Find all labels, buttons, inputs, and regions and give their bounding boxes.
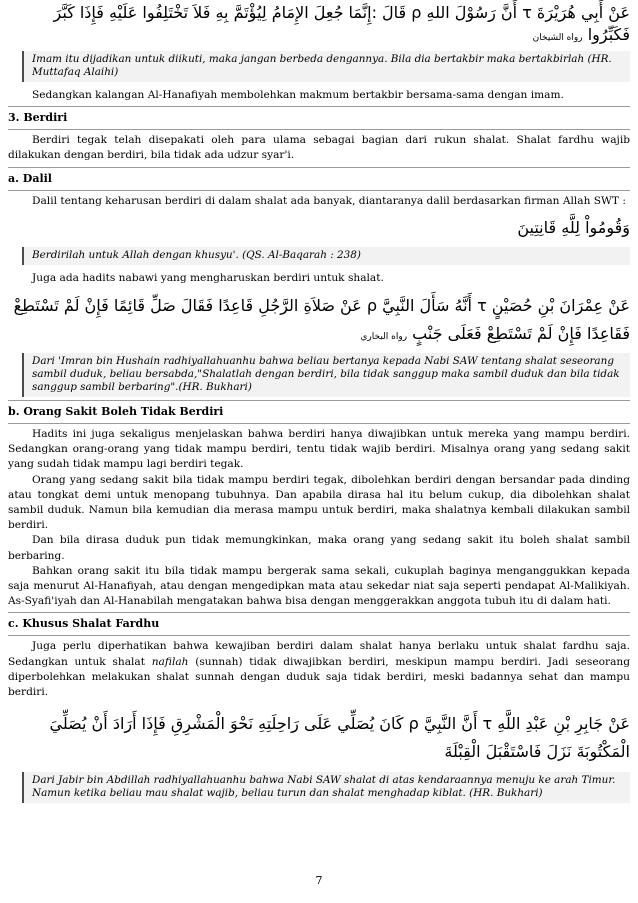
paragraph-hanafiyah-takbir: Sedangkan kalangan Al-Hanafiyah membolehkan makmum bertakbir bersama-sama dengan imam.: [32, 89, 564, 101]
divider: [8, 612, 630, 613]
divider: [8, 129, 630, 130]
paragraph-hadits-berdiri: Juga ada hadits nabawi yang mengharuskan berdiri untuk shalat.: [32, 271, 384, 284]
paragraph-dalil-intro: Dalil tentang keharusan berdiri di dalam shalat ada banyak, diantaranya dalil berdasarkan firman Allah SWT :: [32, 194, 626, 207]
hadith-imran-arabic: [8, 292, 630, 351]
heading-berdiri: 3. Berdiri: [8, 111, 68, 125]
divider: [8, 635, 630, 636]
divider: [8, 190, 630, 191]
hadith-jabir-arabic: عَنْ جَابِرِ بْنِ عَبْدِ اللَّهِ τ أَنَّ النَّبِيَّ ρ كَانَ يُصَلِّي عَلَى رَاحِلَتِهِ نَحْوَ الْمَشْرِقِ فَإِذَا أَرَادَ أَنْ يُصَلِّيَ الْمَكْتُوبَةَ نَزَلَ فَاسْتَقْبَلَ الْقِبْلَةَ: [49, 714, 630, 762]
paragraph-sakit-3: Dan bila dirasa duduk pun tidak memungkinkan, maka orang yang sedang sakit itu boleh shalat sambil berbaring.: [8, 534, 630, 562]
quran-verse-translation: Berdirilah untuk Allah dengan khusyu'. (QS. Al-Baqarah : 238): [22, 247, 630, 265]
divider: [8, 106, 630, 107]
paragraph-fardhu-part1: Juga perlu diperhatikan bahwa kewajiban berdiri dalam shalat hanya berlaku untuk shalat fardhu saja. Sedangkan untuk shalat: [8, 640, 630, 668]
page-number: 7: [315, 874, 323, 887]
hadith-abu-hurairah-text: عَنْ أَبِي هُرَيْرَةَ τ أَنَّ رَسُوْلَ اللهِ ρ قَالَ :إِنَّمَا جُعِلَ الإِمَامُ لِيُؤْتَمَّ بِهِ فَلاَ تَخْتَلِفُوا عَلَيْهِ فَإِذَا كَبَّرَ فَكَبِّرُوا: [53, 3, 630, 44]
hadith-abu-hurairah-source: رواه الشيخان: [532, 33, 583, 43]
paragraph-fardhu: [8, 639, 630, 700]
paragraph-berdiri-rukun: Berdiri tegak telah disepakati oleh para ulama sebagai bagian dari rukun shalat. Shalat fardhu wajib dilakukan dengan berdiri, bila tidak ada udzur syar'i.: [8, 134, 630, 162]
paragraph-fardhu-part2: (sunnah) tidak diwajibkan berdiri, meskipun mampu berdiri. Jadi seseorang diperbolehkan melakukan shalat sunnah dengan duduk saja tidak berdiri, meski badannya sehat dan mampu berdiri.: [8, 655, 630, 699]
hadith-imran-source: رواه البخاري: [360, 332, 408, 343]
divider: [8, 400, 630, 401]
hadith-imran-translation: Dari 'Imran bin Hushain radhiyallahuanhu bahwa beliau bertanya kepada Nabi SAW tentang shalat seseorang sambil duduk, beliau bersabda,"Shalatlah dengan berdiri, bila tidak sanggup maka sambil duduk dan bila tidak sanggup sambil berbaring".(HR. Bukhari): [22, 353, 630, 397]
heading-dalil: a. Dalil: [8, 171, 52, 185]
paragraph-sakit-4: Bahkan orang sakit itu bila tidak mampu bergerak sama sekali, cukuplah baginya menganggukkan kepada saja menurut Al-Hanafiyah, atau dengan mengedipkan mata atau sekedar niat saja seperti pendapat Al-Malikiyah. As-Syafi'iyah dan Al-Hanabilah mengatakan bahwa bisa dengan menggerakkan anggota tubuh itu di dalam hati.: [8, 564, 630, 608]
hadith-jabir-translation: Dari Jabir bin Abdillah radhiyallahuanhu bahwa Nabi SAW shalat di atas kendaraannya menuju ke arah Timur. Namun ketika beliau mau shalat wajib, beliau turun dan shalat menghadap kiblat. (HR. Bukhari): [22, 772, 630, 803]
paragraph-sakit-2: Orang yang sedang sakit bila tidak mampu berdiri tegak, dibolehkan berdiri dengan bersandar pada dinding atau tongkat demi untuk menopang tubuhnya. Dan apabila dirasa hal itu belum cukup, dia dibolehkan shalat sambil duduk. Namun bila kemudian dia merasa mampu untuk berdiri, maka shalatnya kembali dilakukan sambil berdiri.: [8, 473, 630, 532]
paragraph-sakit-1: Hadits ini juga sekaligus menjelaskan bahwa berdiri hanya diwajibkan untuk mereka yang mampu berdiri. Sedangkan orang-orang yang tidak mampu berdiri, tentu tidak wajib berdiri. Misalnya orang yang sedang sakit yang sudah tidak mampu lagi berdiri tegak.: [8, 428, 630, 471]
paragraph-fardhu-term: nafilah: [151, 655, 189, 668]
divider: [8, 423, 630, 424]
hadith-imran-text: عَنْ عِمْرَانَ بْنِ حُصَيْنٍ τ أَنَّهُ سَأَلَ النَّبِيَّ ρ عَنْ صَلاَةِ الرَّجُلِ قَاعِدًا فَقَالَ صَلِّ قَائِمًا فَإِنْ لَمْ تَسْتَطِعْ فَقَاعِدًا فَإِنْ لَمْ تَسْتَطِعْ فَعَلَى جَنْبٍ: [13, 296, 630, 344]
heading-shalat-fardhu: c. Khusus Shalat Fardhu: [8, 617, 160, 631]
quran-verse-arabic: وَقُومُواْ لِلَّهِ قَانِتِينَ: [517, 217, 630, 237]
heading-orang-sakit: b. Orang Sakit Boleh Tidak Berdiri: [8, 405, 224, 419]
divider: [8, 167, 630, 168]
hadith-abu-hurairah-arabic: [8, 2, 630, 49]
hadith-abu-hurairah-translation: Imam itu dijadikan untuk diikuti, maka jangan berbeda dengannya. Bila dia bertakbir maka bertakbirlah (HR. Muttafaq Alaihi): [22, 51, 630, 82]
